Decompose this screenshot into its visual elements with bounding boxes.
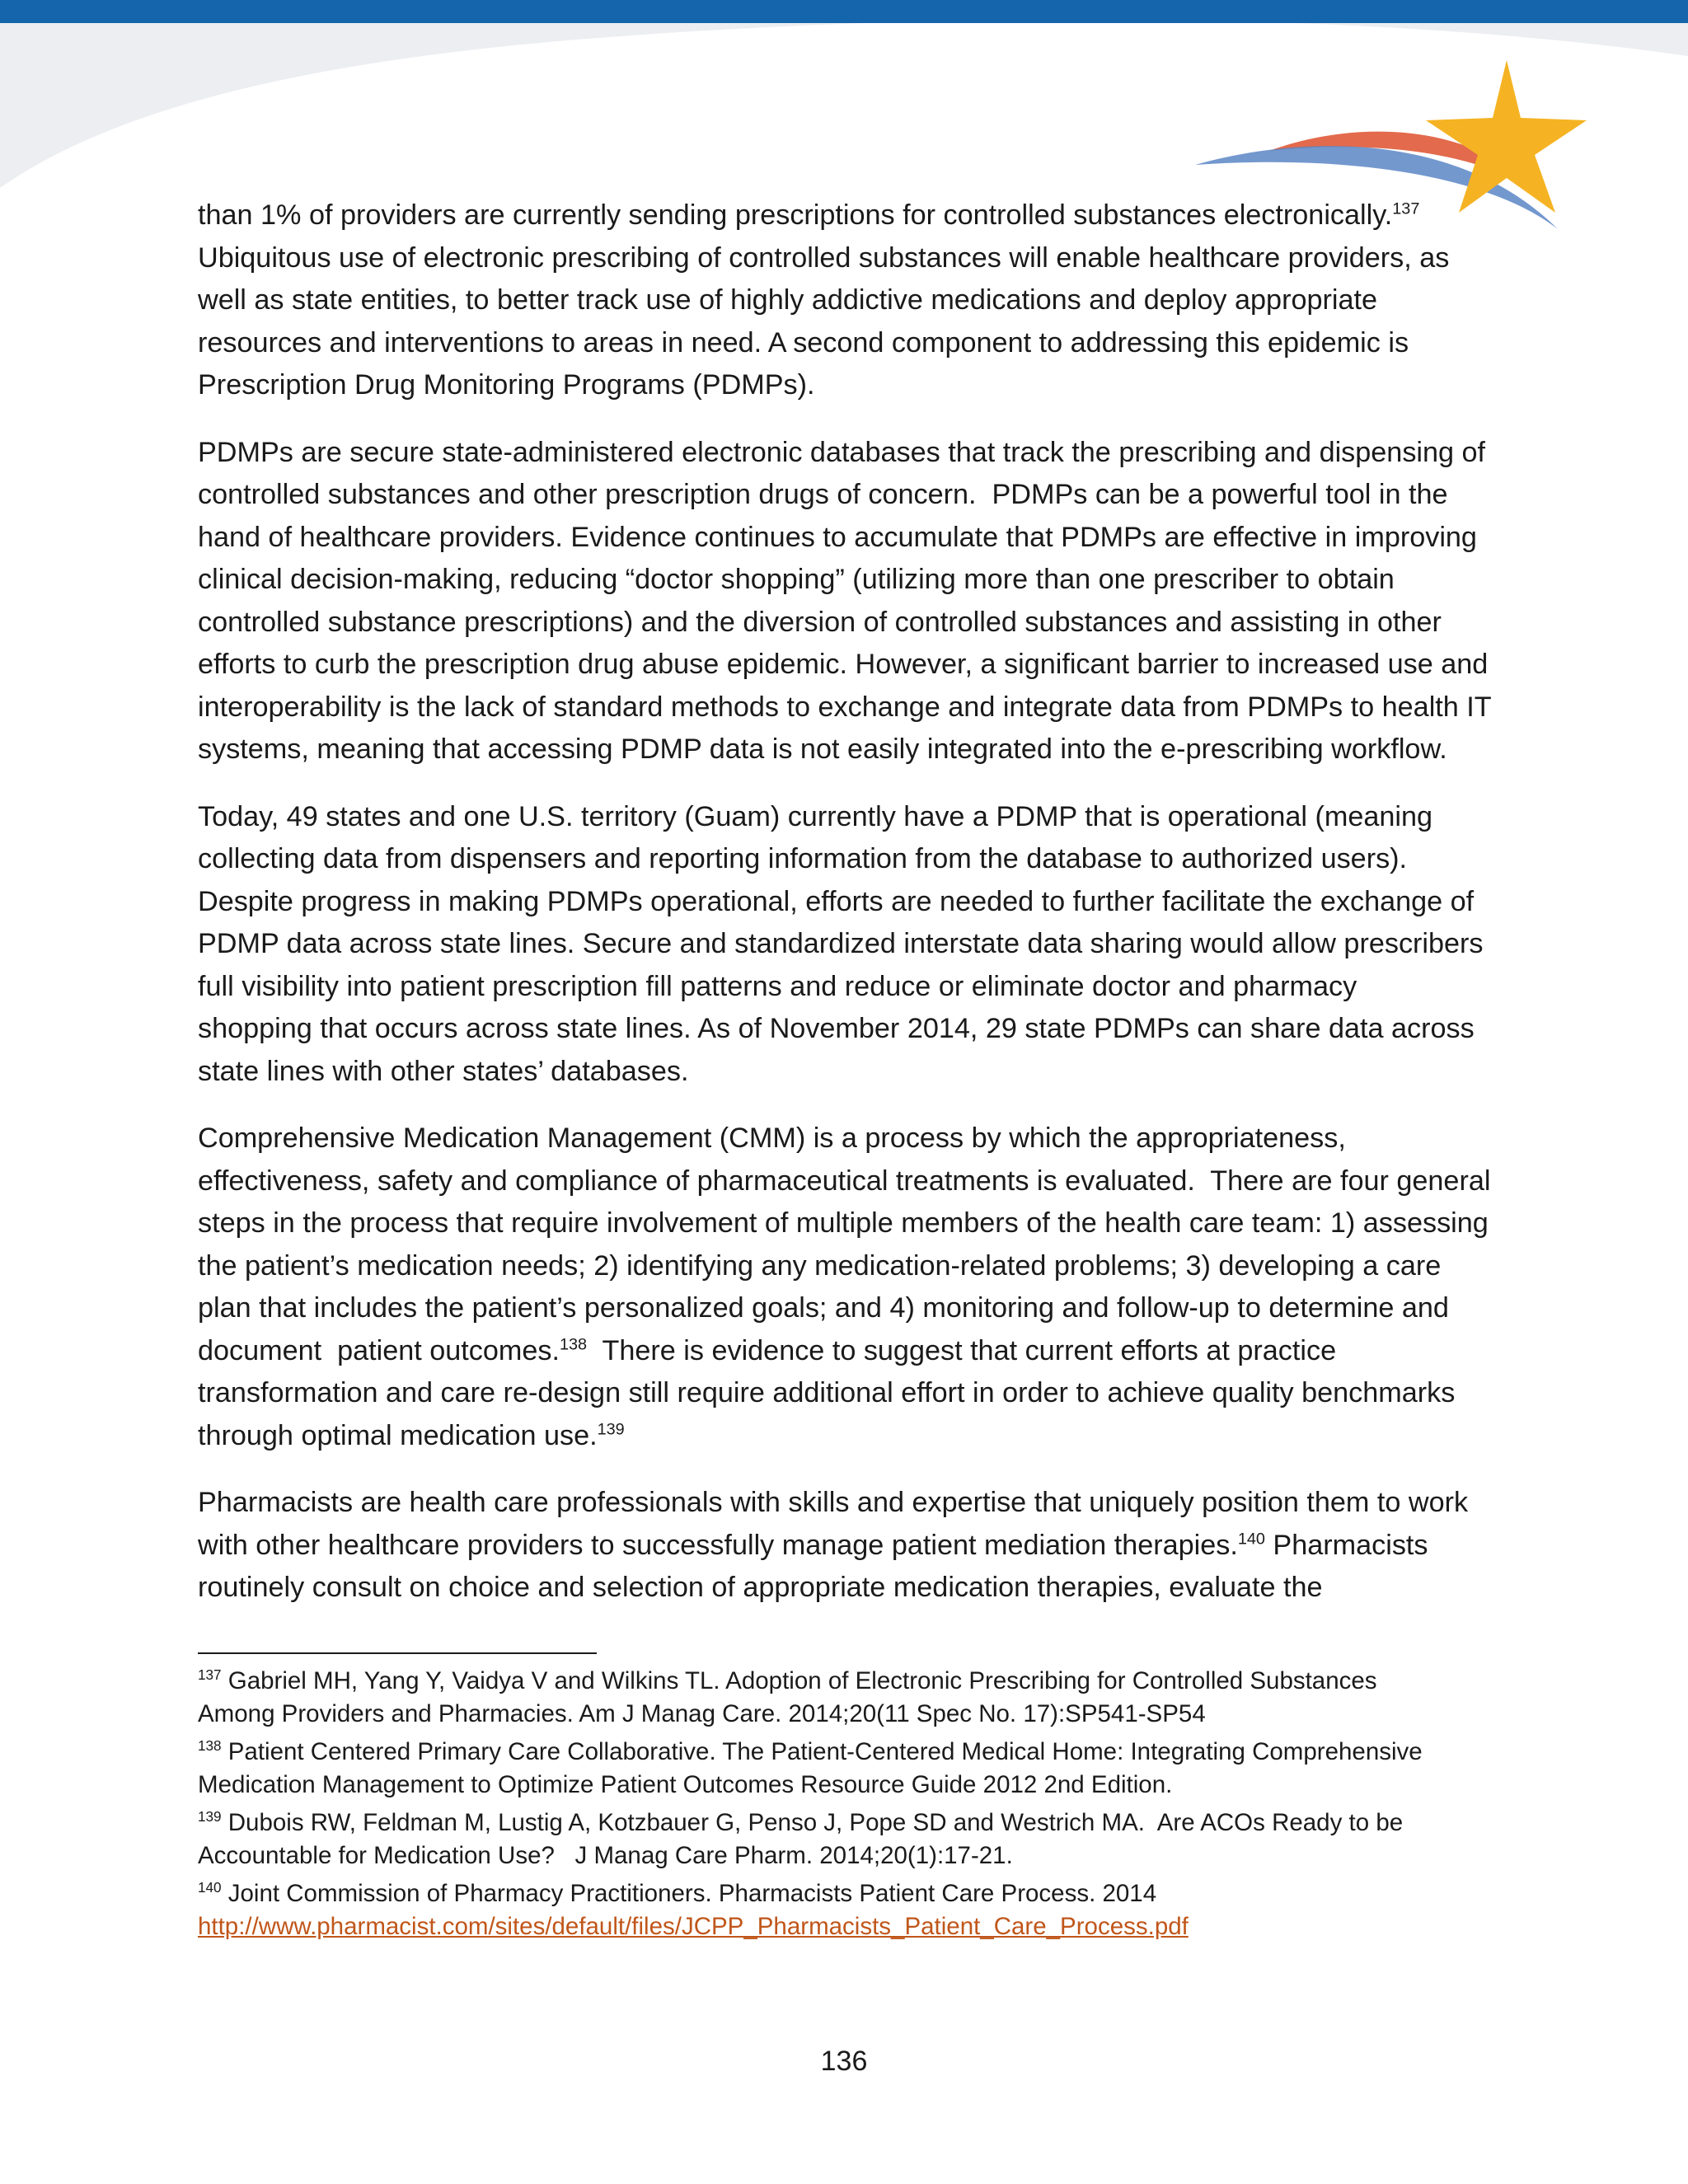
paragraph-text: Pharmacists routinely consult on choice and selection of appropriate medication therapies, evaluate the	[198, 1529, 1428, 1603]
paragraph-pharmacists	[198, 1482, 1500, 1610]
footnote-divider	[198, 1652, 597, 1654]
footnotes	[198, 1665, 1500, 1948]
footnote-140	[198, 1877, 1500, 1943]
paragraph-text: Comprehensive Medication Management (CMM) is a process by which the appropriateness, effectiveness, safety and compliance of pharmaceutical treatments is evaluated. There are four general steps in the process that require involvement of multiple members of the health care team: 1) assessing the patient’s medication needs; 2) identifying any medication-related problems; 3) developing a care plan that includes the patient’s personalized goals; and 4) monitoring and follow-up to determine and document patient outcomes.	[198, 1122, 1491, 1366]
footnote-number: 137	[198, 1667, 222, 1684]
paragraph-eprescribing	[198, 194, 1500, 407]
paragraph-text: There is evidence to suggest that current efforts at practice transformation and care re-design still require additional effort in order to achieve quality benchmarks through optimal medication use.	[198, 1334, 1456, 1451]
footnote-text: Dubois RW, Feldman M, Lustig A, Kotzbauer G, Penso J, Pope SD and Westrich MA. Are ACOs Ready to be Accountable for Medication Use? J Manag Care Pharm. 2014;20(1):17-21.	[198, 1809, 1404, 1869]
footnote-link[interactable]: http://www.pharmacist.com/sites/default/files/JCPP_Pharmacists_Patient_Care_Process.pdf	[198, 1913, 1189, 1940]
footnote-text: Patient Centered Primary Care Collaborative. The Patient-Centered Medical Home: Integrating Comprehensive Medication Management to Optimize Patient Outcomes Resource Guide 2012 2nd Edition.	[198, 1738, 1423, 1798]
footnote-number: 138	[198, 1738, 222, 1755]
footnote-ref-138[interactable]: 138	[560, 1335, 588, 1354]
paragraph-pdmps: PDMPs are secure state-administered electronic databases that track the prescribing and dispensing of controlled substances and other prescription drugs of concern. PDMPs can be a powerful tool in the hand of healthcare providers. Evidence continues to accumulate that PDMPs are effective in improving clinical decision-making, reducing “doctor shopping” (utilizing more than one prescriber to obtain controlled substance prescriptions) and the diversion of controlled substances and assisting in other efforts to curb the prescription drug abuse epidemic. However, a significant barrier to increased use and interoperability is the lack of standard methods to exchange and integrate data from PDMPs to health IT systems, meaning that accessing PDMP data is not easily integrated into the e-prescribing workflow.	[198, 436, 1492, 765]
footnote-text: Joint Commission of Pharmacy Practitioners. Pharmacists Patient Care Process. 2014	[221, 1880, 1157, 1907]
page-number: 136	[820, 2046, 868, 2077]
paragraph-text: Ubiquitous use of electronic prescribing of controlled substances will enable healthcare providers, as well as state entities, to better track use of highly addictive medications and deploy appropriate resources and interventions to areas in need. A second component to addressing this epidemic is Prescription Drug Monitoring Programs (PDMPs).	[198, 241, 1450, 401]
footnote-138	[198, 1736, 1500, 1802]
paragraph-state-pdmps: Today, 49 states and one U.S. territory (Guam) currently have a PDMP that is operational (meaning collecting data from dispensers and reporting information from the database to authorized users). Despite progress in making PDMPs operational, efforts are needed to further facilitate the exchange of PDMP data across state lines. Secure and standardized interstate data sharing would allow prescribers full visibility into patient prescription fill patterns and reduce or eliminate doctor and pharmacy shopping that occurs across state lines. As of November 2014, 29 state PDMPs can share data across state lines with other states’ databases.	[198, 800, 1484, 1087]
body-content	[198, 194, 1500, 1634]
paragraph-text: Pharmacists are health care professionals with skills and expertise that uniquely position them to work with other healthcare providers to successfully manage patient mediation therapies.	[198, 1487, 1469, 1561]
top-color-bar	[0, 0, 1688, 23]
footnote-ref-140[interactable]: 140	[1237, 1530, 1265, 1549]
footnote-137	[198, 1665, 1500, 1731]
footnote-number: 139	[198, 1809, 222, 1825]
footnote-139	[198, 1807, 1500, 1872]
footnote-ref-137[interactable]: 137	[1392, 199, 1420, 218]
footnote-number: 140	[198, 1880, 222, 1896]
paragraph-cmm	[198, 1118, 1500, 1457]
footnote-ref-139[interactable]: 139	[597, 1420, 625, 1439]
paragraph-text: than 1% of providers are currently sending prescriptions for controlled substances electronically.	[198, 199, 1393, 231]
footnote-text: Gabriel MH, Yang Y, Vaidya V and Wilkins TL. Adoption of Electronic Prescribing for Controlled Substances Among Providers and Pharmacies. Am J Manag Care. 2014;20(11 Spec No. 17):SP541-SP54	[198, 1667, 1377, 1727]
